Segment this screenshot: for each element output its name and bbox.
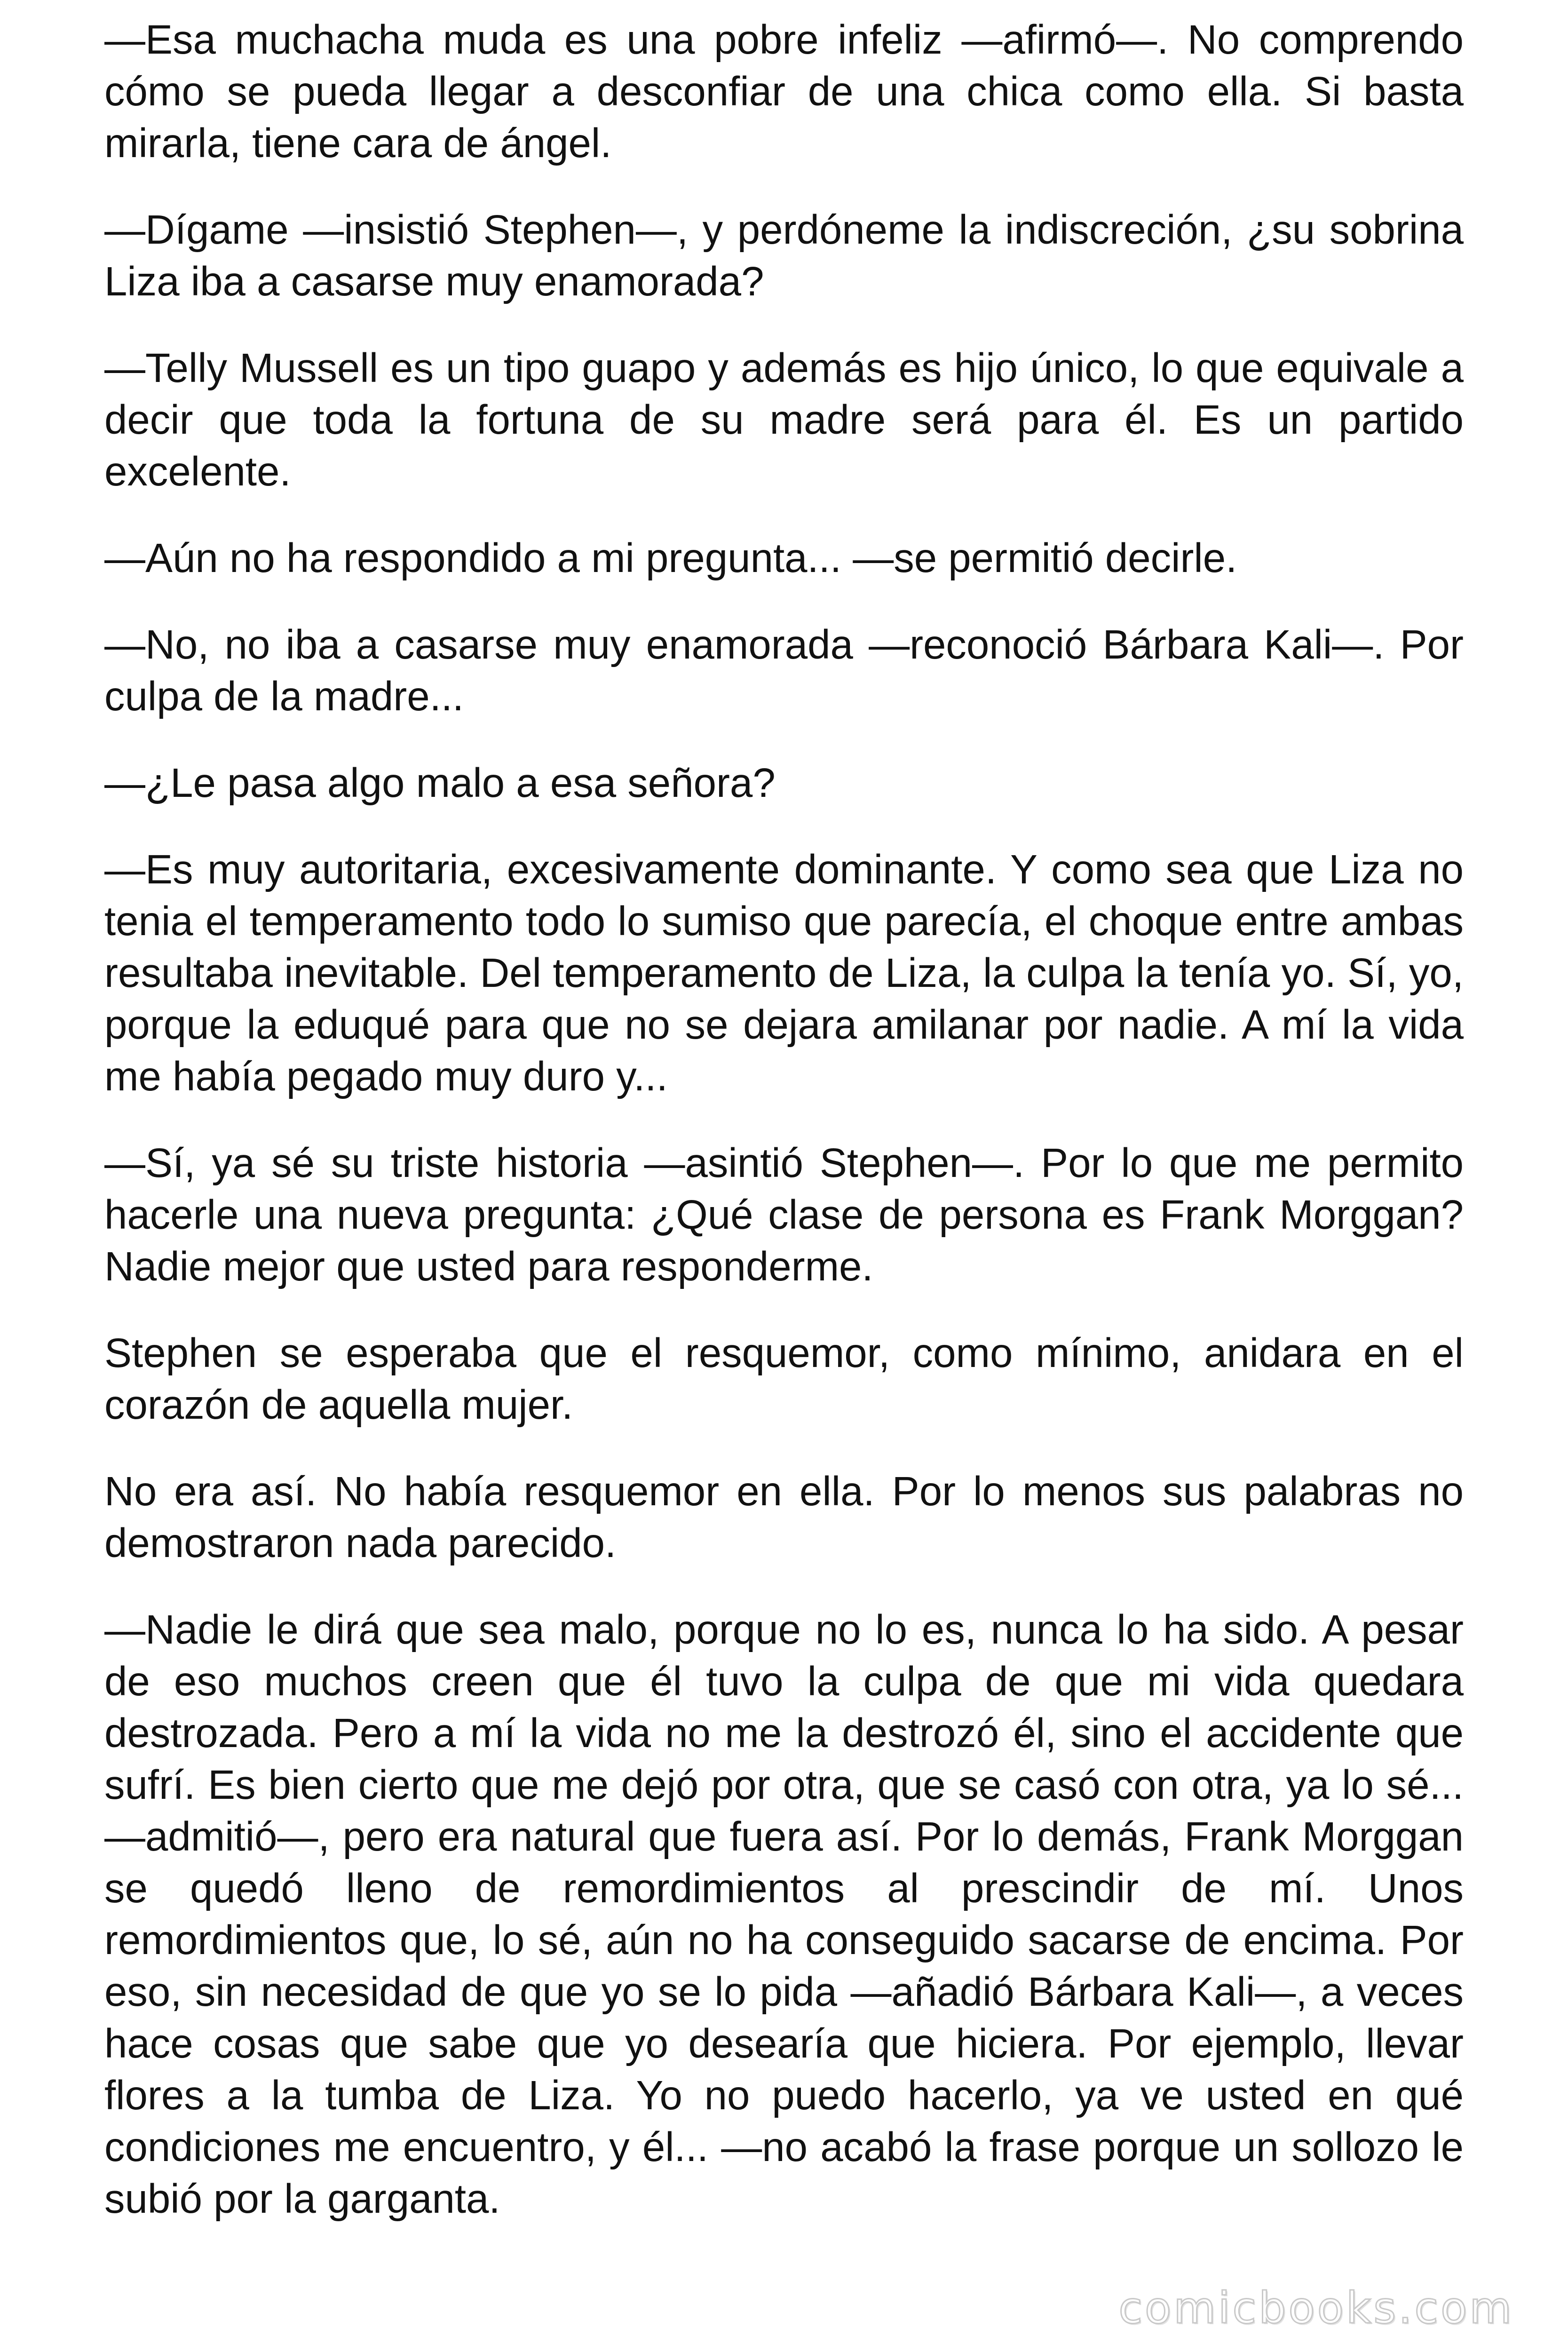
paragraph: —Sí, ya sé su triste historia —asintió Stephen—. Por lo que me permito hacerle una nueva pregunta: ¿Qué clase de persona es Frank Morggan? Nadie mejor que usted para responderme. (104, 1140, 1464, 1289)
paragraph: —¿Le pasa algo malo a esa señora? (104, 760, 776, 806)
paragraph: Stephen se esperaba que el resquemor, como mínimo, anidara en el corazón de aquella mujer. (104, 1330, 1464, 1428)
paragraph: —Es muy autoritaria, excesivamente dominante. Y como sea que Liza no tenia el temperamento todo lo sumiso que parecía, el choque entre ambas resultaba inevitable. Del temperamento de Liza, la culpa la tenía yo. Sí, yo, porque la eduqué para que no se dejara amilanar por nadie. A mí la vida me había pegado muy duro y... (104, 847, 1464, 1099)
paragraph: No era así. No había resquemor en ella. Por lo menos sus palabras no demostraron nada parecido. (104, 1469, 1464, 1566)
paragraph: —Nadie le dirá que sea malo, porque no lo es, nunca lo ha sido. A pesar de eso muchos creen que él tuvo la culpa de que mi vida quedara destrozada. Pero a mí la vida no me la destrozó él, sino el accidente que sufrí. Es bien cierto que me dejó por otra, que se casó con otra, ya lo sé... —admitió—, pero era natural que fuera así. Por lo demás, Frank Morggan se quedó lleno de remordimientos al prescindir de mí. Unos remordimientos que, lo sé, aún no ha conseguido sacarse de encima. Por eso, sin necesidad de que yo se lo pida —añadió Bárbara Kali—, a veces hace cosas que sabe que yo desearía que hiciera. Por ejemplo, llevar flores a la tumba de Liza. Yo no puedo hacerlo, ya ve usted en qué condiciones me encuentro, y él... —no acabó la frase porque un sollozo le subió por la garganta. (104, 1607, 1464, 2222)
paragraph: —No, no iba a casarse muy enamorada —reconoció Bárbara Kali—. Por culpa de la madre... (104, 622, 1464, 719)
book-page-text (104, 14, 1464, 2225)
paragraph: —Esa muchacha muda es una pobre infeliz —afirmó—. No comprendo cómo se pueda llegar a desconfiar de una chica como ella. Si basta mirarla, tiene cara de ángel. (104, 17, 1464, 166)
watermark: comicbooks.com (1118, 2283, 1514, 2333)
paragraph: —Aún no ha respondido a mi pregunta... —se permitió decirle. (104, 535, 1237, 581)
paragraph: —Dígame —insistió Stephen—, y perdóneme la indiscreción, ¿su sobrina Liza iba a casarse muy enamorada? (104, 207, 1464, 304)
paragraph: —Telly Mussell es un tipo guapo y además es hijo único, lo que equivale a decir que toda la fortuna de su madre será para él. Es un partido excelente. (104, 345, 1464, 494)
